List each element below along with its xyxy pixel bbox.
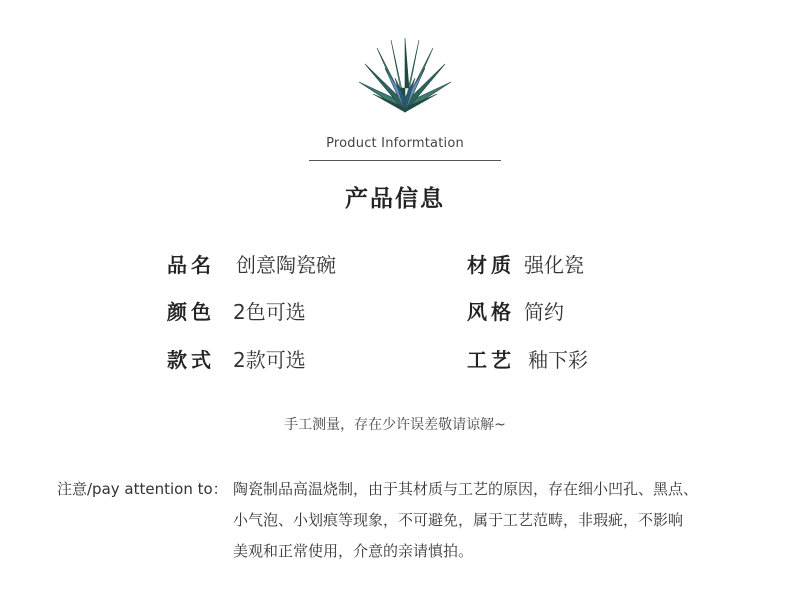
spec-value-color: 2色可选 — [233, 300, 306, 324]
spec-value-craft: 釉下彩 — [528, 348, 588, 372]
spec-value-model: 2款可选 — [233, 348, 306, 372]
spec-label-style: 风格 — [467, 300, 515, 324]
notice-line-1: 陶瓷制品高温烧制，由于其材质与工艺的原因，存在细小凹孔、黑点、 — [233, 480, 699, 498]
divider-line — [309, 160, 501, 161]
spec-value-style: 简约 — [524, 300, 564, 324]
measurement-note: 手工测量，存在少许误差敬请谅解~ — [284, 417, 506, 433]
spec-label-name: 品名 — [167, 253, 215, 277]
section-title: 产品信息 — [345, 186, 445, 212]
notice-line-3: 美观和正常使用，介意的亲请慎拍。 — [233, 542, 474, 560]
spec-label-color: 颜色 — [167, 300, 215, 324]
spec-value-name: 创意陶瓷碗 — [236, 253, 336, 277]
notice-label: 注意/pay attention to： — [57, 480, 228, 498]
agave-plant-illustration — [355, 38, 455, 120]
spec-label-material: 材质 — [467, 253, 515, 277]
spec-value-material: 强化瓷 — [524, 253, 584, 277]
spec-label-model: 款式 — [167, 348, 215, 372]
section-subtitle: Product Informtation — [326, 136, 464, 151]
notice-line-2: 小气泡、小划痕等现象，不可避免，属于工艺范畴，非瑕疵，不影响 — [233, 511, 684, 529]
spec-label-craft: 工艺 — [467, 348, 515, 372]
